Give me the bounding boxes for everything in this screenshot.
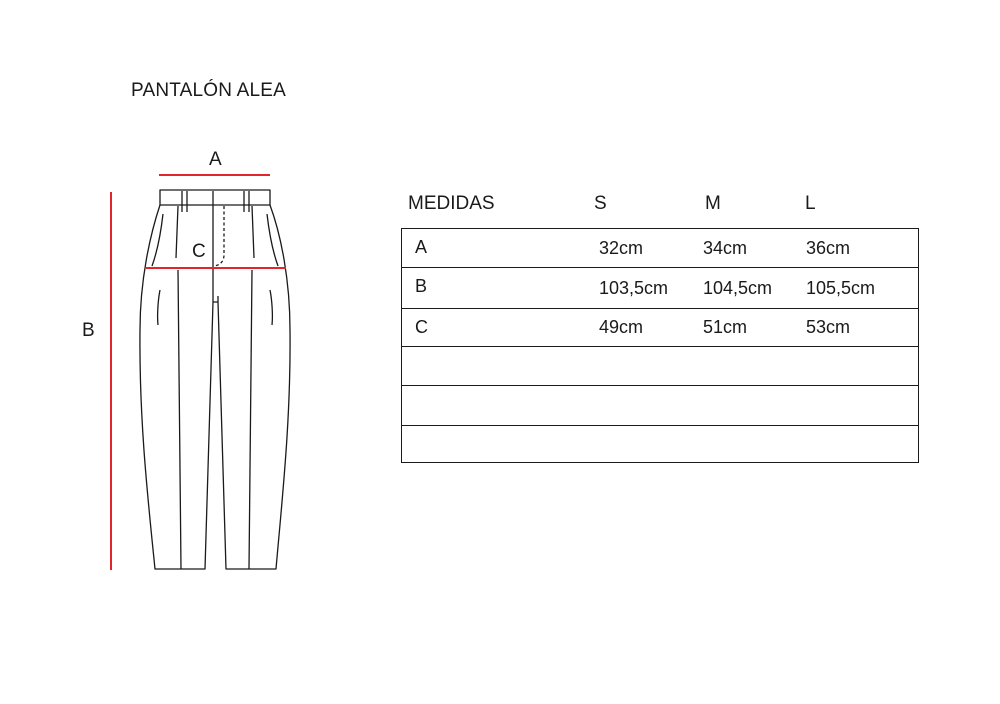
cell-size-s: 32cm xyxy=(599,229,703,268)
cell-size-s xyxy=(599,386,703,426)
cell-size-m xyxy=(703,386,806,426)
page-title: PANTALÓN ALEA xyxy=(131,80,287,101)
cell-size-m: 34cm xyxy=(703,229,806,268)
cell-size-l: 105,5cm xyxy=(806,268,919,309)
table-header-size-l: L xyxy=(805,193,816,214)
cell-size-s xyxy=(599,426,703,463)
table-row xyxy=(402,229,919,268)
cell-size-m xyxy=(703,426,806,463)
table-row xyxy=(402,386,919,426)
cell-size-l xyxy=(806,386,919,426)
cell-size-l: 36cm xyxy=(806,229,919,268)
row-name: C xyxy=(402,309,600,347)
table-row xyxy=(402,426,919,463)
row-name xyxy=(402,347,600,386)
row-name: A xyxy=(402,229,600,268)
size-table xyxy=(401,228,919,463)
row-name xyxy=(402,426,600,463)
cell-size-m: 104,5cm xyxy=(703,268,806,309)
table-row xyxy=(402,268,919,309)
cell-size-s: 103,5cm xyxy=(599,268,703,309)
cell-size-m xyxy=(703,347,806,386)
measure-lines xyxy=(111,175,286,570)
table-row xyxy=(402,309,919,347)
cell-size-l xyxy=(806,426,919,463)
table-row xyxy=(402,347,919,386)
row-name xyxy=(402,386,600,426)
cell-size-s: 49cm xyxy=(599,309,703,347)
measure-label-c: C xyxy=(192,241,206,262)
table-header-size-s: S xyxy=(594,193,607,214)
cell-size-s xyxy=(599,347,703,386)
row-name: B xyxy=(402,268,600,309)
table-header-size-m: M xyxy=(705,193,721,214)
cell-size-l: 53cm xyxy=(806,309,919,347)
table-header-measures: MEDIDAS xyxy=(408,193,495,214)
measure-label-a: A xyxy=(209,149,222,170)
trousers-outline xyxy=(140,190,290,569)
cell-size-m: 51cm xyxy=(703,309,806,347)
measure-label-b: B xyxy=(82,320,95,341)
cell-size-l xyxy=(806,347,919,386)
